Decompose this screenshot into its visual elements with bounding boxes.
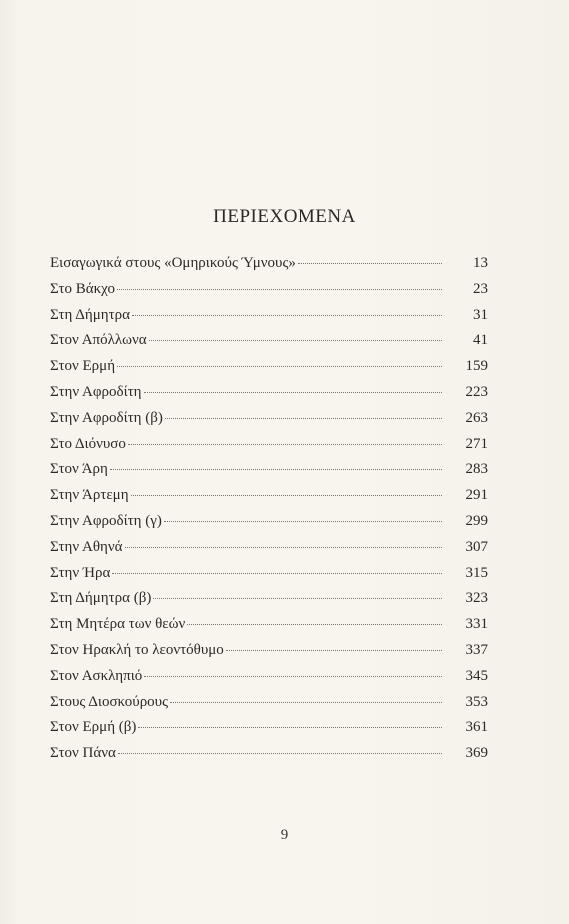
toc-entry — [50, 255, 488, 281]
toc-entry-page: 31 — [473, 306, 488, 323]
toc-entry — [50, 461, 488, 487]
dot-leader — [128, 444, 442, 445]
dot-leader — [165, 418, 442, 419]
toc-entry-title: Στην Ήρα — [50, 564, 111, 581]
toc-entry-title: Στο Διόνυσο — [50, 435, 126, 452]
toc-entry-title: Στην Αφροδίτη (β) — [50, 409, 163, 426]
toc-entry-title: Στον Απόλλωνα — [50, 332, 147, 349]
dot-leader — [170, 702, 442, 703]
toc-entry — [50, 410, 488, 436]
dot-leader — [149, 340, 442, 341]
toc-entry — [50, 436, 488, 462]
dot-leader — [125, 547, 442, 548]
toc-entry-title: Στο Βάκχο — [50, 280, 115, 297]
toc-entry-title: Στη Μητέρα των θεών — [50, 616, 186, 633]
toc-entry — [50, 332, 488, 358]
toc-entry-title: Στην Αθηνά — [50, 538, 123, 555]
toc-entry-title: Στον Ηρακλή το λεοντόθυμο — [50, 641, 224, 658]
toc-entry-title: Στον Άρη — [50, 461, 108, 478]
toc-entry — [50, 539, 488, 565]
dot-leader — [112, 573, 442, 574]
dot-leader — [117, 289, 442, 290]
toc-entry — [50, 487, 488, 513]
toc-entry — [50, 745, 488, 771]
page-title: ΠΕΡΙΕΧΟΜΕΝΑ — [213, 206, 356, 227]
toc-entry-page: 159 — [465, 358, 488, 375]
dot-leader — [132, 315, 442, 316]
toc-entry-title: Στην Αφροδίτη (γ) — [50, 512, 162, 529]
toc-entry — [50, 642, 488, 668]
toc-entry-page: 353 — [465, 693, 488, 710]
toc-entry-page: 345 — [465, 667, 488, 684]
toc-entry — [50, 719, 488, 745]
toc-entry — [50, 590, 488, 616]
dot-leader — [153, 598, 442, 599]
toc-entry-page: 23 — [473, 280, 488, 297]
toc-entry — [50, 384, 488, 410]
toc-entry-title: Στον Ερμή — [50, 358, 116, 375]
dot-leader — [298, 263, 442, 264]
toc-entry-page: 263 — [465, 409, 488, 426]
toc-entry-page: 223 — [465, 383, 488, 400]
toc-entry-title: Στους Διοσκούρους — [50, 693, 169, 710]
dot-leader — [138, 727, 442, 728]
toc-entry-title: Στην Αφροδίτη — [50, 383, 142, 400]
toc-entry-title: Στον Ασκληπιό — [50, 667, 143, 684]
toc-entry — [50, 358, 488, 384]
toc-entry-title: Στην Άρτεμη — [50, 487, 129, 504]
toc-entry-page: 283 — [465, 461, 488, 478]
toc-entry-page: 315 — [465, 564, 488, 581]
toc-entry-page: 337 — [465, 641, 488, 658]
toc-entry — [50, 307, 488, 333]
dot-leader — [118, 753, 442, 754]
toc-entry-page: 369 — [465, 745, 488, 762]
dot-leader — [144, 676, 442, 677]
toc-entry-page: 331 — [465, 616, 488, 633]
toc-entry — [50, 281, 488, 307]
toc-entry-page: 361 — [465, 719, 488, 736]
dot-leader — [226, 650, 442, 651]
toc-entry-page: 13 — [473, 255, 488, 271]
dot-leader — [144, 392, 443, 393]
toc-entry-title: Στη Δήμητρα — [50, 306, 131, 323]
toc-entry-title: Στον Πάνα — [50, 745, 116, 762]
toc-entry-page: 41 — [473, 332, 488, 349]
toc-entry — [50, 565, 488, 591]
dot-leader — [187, 624, 442, 625]
dot-leader — [131, 495, 442, 496]
toc-entry-title: Στη Δήμητρα (β) — [50, 590, 152, 607]
dot-leader — [117, 366, 442, 367]
toc-entry-title: Στον Ερμή (β) — [50, 719, 137, 736]
table-of-contents — [50, 255, 488, 771]
toc-entry-page: 323 — [465, 590, 488, 607]
toc-entry-page: 291 — [465, 487, 488, 504]
toc-entry-title: Εισαγωγικά στους «Ομηρικούς Ύμνους» — [50, 255, 296, 271]
toc-entry — [50, 513, 488, 539]
toc-entry — [50, 616, 488, 642]
toc-entry-page: 307 — [465, 538, 488, 555]
dot-leader — [164, 521, 442, 522]
toc-entry-page: 271 — [465, 435, 488, 452]
toc-entry-page: 299 — [465, 512, 488, 529]
toc-entry — [50, 694, 488, 720]
dot-leader — [110, 469, 442, 470]
page-number: 9 — [280, 827, 289, 843]
toc-entry — [50, 668, 488, 694]
